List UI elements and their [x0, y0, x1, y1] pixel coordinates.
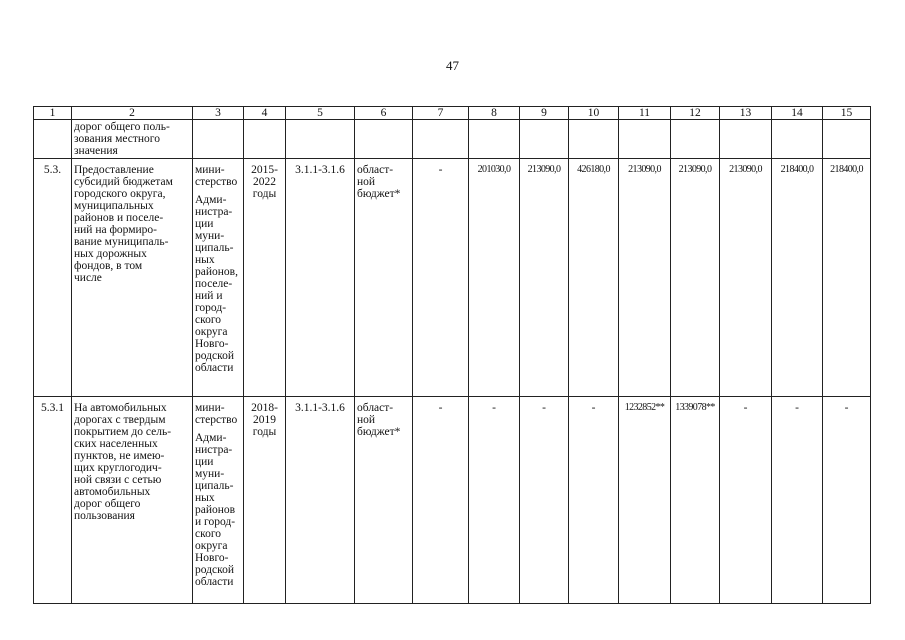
- value-col-10: 426180,0: [569, 159, 619, 397]
- value-col-11: 1232852**: [619, 397, 671, 604]
- value-col-12: 1339078**: [671, 397, 720, 604]
- value-col-7: -: [413, 159, 469, 397]
- value-col-8: -: [469, 397, 520, 604]
- executor-ministry: мини- стерство: [195, 402, 238, 426]
- task-reference: 3.1.1-3.1.6: [286, 397, 355, 604]
- column-number: 2: [72, 107, 193, 120]
- column-number: 12: [671, 107, 720, 120]
- column-number: 10: [569, 107, 619, 120]
- table-row-5-3-1: [34, 397, 871, 604]
- executor-ministry: мини- стерство: [195, 164, 238, 188]
- measure-description: дорог общего поль- зования местного значения: [72, 120, 193, 159]
- column-number: 6: [355, 107, 413, 120]
- value-col-15: 218400,0: [823, 159, 871, 397]
- column-number: 4: [244, 107, 286, 120]
- executor-cell: [193, 397, 244, 604]
- executor-administrations: Адми- нистра- ции муни- ципаль- ных районов и город- ского округа Новго- родской области: [195, 432, 236, 588]
- column-number: 7: [413, 107, 469, 120]
- executor-cell: [193, 159, 244, 397]
- column-number: 14: [772, 107, 823, 120]
- funding-source: област- ной бюджет*: [355, 397, 413, 604]
- column-number: 11: [619, 107, 671, 120]
- column-number-row: [34, 107, 871, 120]
- value-col-7: -: [413, 397, 469, 604]
- executor-administrations: Адми- нистра- ции муни- ципаль- ных районов, поселе- ний и город- ского округа Новго- родской области: [195, 194, 238, 374]
- implementation-years: 2018- 2019 годы: [244, 397, 286, 604]
- column-number: 1: [34, 107, 72, 120]
- value-col-15: -: [823, 397, 871, 604]
- program-table: [33, 106, 871, 604]
- value-col-11: 213090,0: [619, 159, 671, 397]
- row-number: 5.3.: [34, 159, 72, 397]
- value-col-9: -: [520, 397, 569, 604]
- measure-description: Предоставление субсидий бюджетам городского округа, муниципальных районов и поселе- ний на формиро- вание муниципаль- ных дорожных фондов, в том числе: [72, 159, 193, 397]
- value-col-13: 213090,0: [720, 159, 772, 397]
- page-number: 47: [446, 58, 459, 73]
- column-number: 13: [720, 107, 772, 120]
- table-row-5-3: [34, 159, 871, 397]
- value-col-10: -: [569, 397, 619, 604]
- measure-description: На автомобильных дорогах с твердым покрытием до сель- ских населенных пунктов, не имею- щих круглогодич- ной связи с сетью автомобильных дорог общего пользования: [72, 397, 193, 604]
- value-col-14: -: [772, 397, 823, 604]
- row-number: 5.3.1: [34, 397, 72, 604]
- column-number: 3: [193, 107, 244, 120]
- column-number: 9: [520, 107, 569, 120]
- value-col-13: -: [720, 397, 772, 604]
- table-row-continuation: [34, 120, 871, 159]
- value-col-9: 213090,0: [520, 159, 569, 397]
- implementation-years: 2015- 2022 годы: [244, 159, 286, 397]
- task-reference: 3.1.1-3.1.6: [286, 159, 355, 397]
- column-number: 5: [286, 107, 355, 120]
- value-col-8: 201030,0: [469, 159, 520, 397]
- funding-source: област- ной бюджет*: [355, 159, 413, 397]
- column-number: 15: [823, 107, 871, 120]
- column-number: 8: [469, 107, 520, 120]
- value-col-14: 218400,0: [772, 159, 823, 397]
- value-col-12: 213090,0: [671, 159, 720, 397]
